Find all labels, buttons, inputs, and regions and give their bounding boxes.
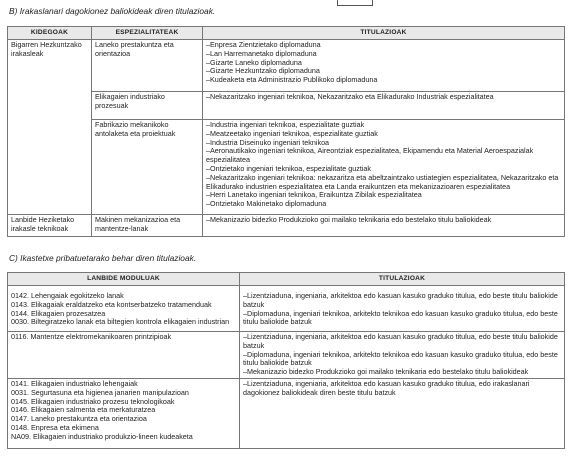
titulazioak-cell [240, 286, 565, 332]
table-row [8, 40, 565, 92]
titulazio-line: –Aeronautikako ingeniari teknikoa, Aireontziak espezialitatea, Ekipamendu eta Material Aeroespazialak espezialitatea [206, 146, 534, 165]
titulazio-line: –Lizentziaduna, ingeniaria, arkitektoa edo kasuan kasuko graduko titulua, edo beste titulu baliokide batzuk [243, 332, 558, 350]
table-c [7, 272, 565, 449]
header-espezialitateak: ESPEZIALITATEAK [92, 27, 203, 40]
table-row [8, 379, 565, 449]
titulazio-line: –Nekazaritzako ingeniari teknikoa, Nekazaritzako eta Elikadurako Industriak espezialitatea [206, 92, 494, 102]
titulazio-line: –Diplomaduna, ingeniari teknikoa, arkitekto teknikoa edo kasuan kasuko graduko titulua, edo beste titulu baliokide batzuk [243, 308, 558, 327]
modulu-line: 0116. Mantentze elektromekanikoaren printzipioak [11, 332, 172, 342]
section-b-title: B) Irakaslanari dagokionez baliokideak diren titulazioak. [9, 6, 216, 16]
espezialitatea-cell: Makinen mekanizazioa eta mantentze-lanak [92, 215, 203, 237]
table-row [8, 120, 565, 215]
modulu-line: 0143. Elikagaiak eraldatzeko eta kontserbatzeko tratamenduak [11, 299, 212, 309]
modulu-line: 0031. Segurtasuna eta higienea janarien manipulazioan [11, 387, 189, 397]
moduluak-cell [8, 332, 240, 379]
titulazio-line: –Industria ingeniari teknikoa, espezialitate guztiak [206, 120, 365, 130]
titulazioak-cell [203, 40, 565, 92]
header-titulazioak: TITULAZIOAK [203, 27, 565, 40]
modulu-line: NA09. Elikagaien industriako produkzio-lineen kudeaketa [11, 431, 193, 441]
titulazioak-cell [203, 215, 565, 237]
titulazio-line: –Lan Harremanetako diplomaduna [206, 48, 317, 58]
titulazio-line: –Industria Diseinuko ingeniari teknikoa [206, 137, 330, 147]
titulazio-line: –Gizarte Hezkuntzako diplomaduna [206, 66, 320, 76]
titulazio-line: –Lizentziaduna, ingeniaria, arkitektoa edo kasuan kasuko graduko titulua, edo irakaslanari dagokionez baliokideak diren beste titulu batzuk [243, 379, 530, 397]
titulazio-line: –Mekanizazio bidezko Produkzioko goi mailako teknikaria edo bestelako titulu baliokideak [206, 215, 492, 225]
modulu-line: 0147. Laneko prestakuntza eta orientazioa [11, 414, 147, 424]
titulazioak-cell [240, 332, 565, 379]
kidego-cell: Lanbide Heziketako irakasle teknikoak [8, 215, 92, 237]
table-b-header [8, 27, 565, 40]
titulazio-line: –Lizentziaduna, ingeniaria, arkitektoa edo kasuan kasuko graduko titulua, edo beste titulu baliokide batzuk [243, 291, 558, 309]
espezialitatea-cell: Elikagaien industriako prozesuak [92, 92, 203, 120]
titulazio-line: –Ontzietako ingeniari teknikoa, espezialitate guztiak [206, 163, 372, 173]
moduluak-cell [8, 286, 240, 332]
titulazio-line: –Gizarte Laneko diplomaduna [206, 57, 302, 67]
header-lanbide-moduluak: LANBIDE MODULUAK [8, 273, 240, 286]
modulu-line: 0144. Elikagaien prozesatzea [11, 308, 106, 318]
titulazio-line: –Mekanizazio bidezko Produkzioko goi mailako teknikaria edo bestelako titulu baliokideak [243, 367, 529, 377]
espezialitatea-cell: Laneko prestakuntza eta orientazioa [92, 40, 203, 92]
titulazio-line: –Ontzietako Makinetako diplomaduna [206, 199, 327, 209]
titulazio-line: –Kudeaketa eta Administrazio Publikoko diplomaduna [206, 75, 378, 85]
table-c-header [8, 273, 565, 286]
modulu-line: 0142. Lehengaiak egokitzeko lanak [11, 291, 124, 301]
table-row [8, 215, 565, 237]
titulazioak-cell [203, 92, 565, 120]
kidego-cell: Bigarren Hezkuntzako irakasleak [8, 40, 92, 215]
espezialitatea-cell: Fabrikazio mekanikoko antolaketa eta proiektuak [92, 120, 203, 215]
titulazio-line: –Meatzeetako ingeniari teknikoa, espezialitate guztiak [206, 128, 378, 138]
table-b [7, 26, 565, 237]
table-row [8, 286, 565, 332]
table-row [8, 92, 565, 120]
table-row [8, 332, 565, 379]
modulu-line: 0148. Enpresa eta ekimena [11, 422, 99, 432]
titulazio-line: –Enpresa Zientzietako diplomaduna [206, 40, 321, 50]
section-c-title: C) Ikastetxe pribatuetarako behar diren titulazioak. [9, 253, 197, 263]
header-kidegoak: KIDEGOAK [8, 27, 92, 40]
page-top-box [337, 0, 373, 6]
titulazioak-cell [203, 120, 565, 215]
modulu-line: 0146. Elikagaien salmenta eta merkaturatzea [11, 405, 156, 415]
modulu-line: 0145. Elikagaien industriako prozesu teknologikoak [11, 396, 175, 406]
titulazio-line: –Herri Lanetako ingeniari teknikoa, Eraikuntza Zibilak espezialitatea [206, 190, 422, 200]
moduluak-cell [8, 379, 240, 449]
titulazio-line: –Nekazaritzako ingeniari teknikoa: nekazaritza eta abeltzaintzako ustiategien espezialitatea, Nekazaritzako eta Elikadurako industrien espezialitatea eta Landa eraikuntzen eta mekanizazioaren espezialitatea [206, 172, 559, 191]
header-titulazioak: TITULAZIOAK [240, 273, 565, 286]
modulu-line: 0141. Elikagaien industriako lehengaiak [11, 379, 138, 389]
titulazio-line: –Diplomaduna, ingeniari teknikoa, arkitekto teknikoa edo kasuan kasuko graduko titulua, edo beste titulu baliokide batzuk [243, 349, 558, 368]
modulu-line: 0030. Biltegiratzeko lanak eta biltegien kontrola elikagaien industrian [11, 317, 230, 327]
titulazioak-cell [240, 379, 565, 449]
